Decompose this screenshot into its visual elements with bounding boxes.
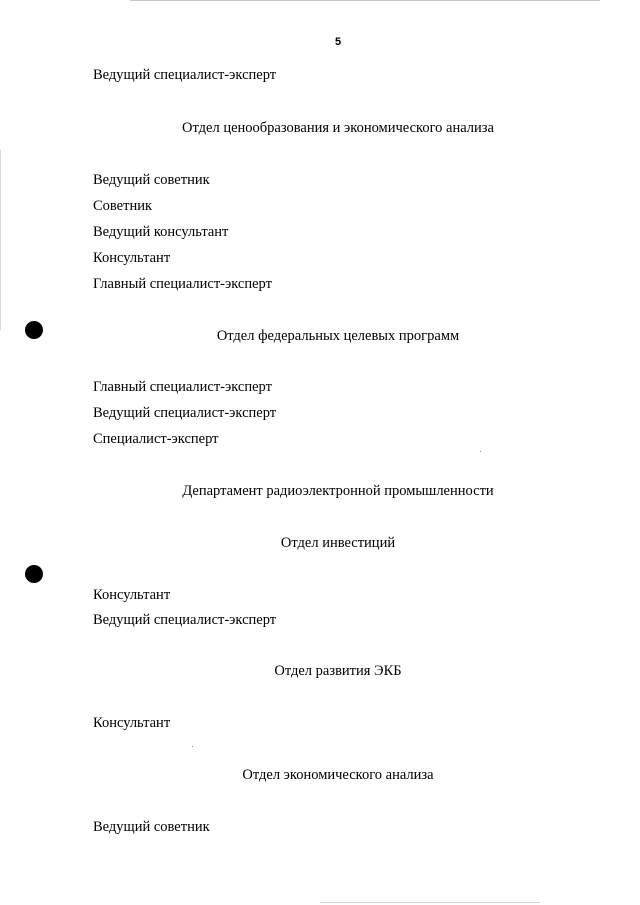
department-heading: Отдел ценообразования и экономического анализа [182,120,494,136]
position-title: Ведущий советник [93,819,210,835]
department-heading: Отдел инвестиций [280,535,396,551]
position-title: Главный специалист-эксперт [93,276,272,292]
scan-speck [192,746,193,747]
position-title: Ведущий специалист-эксперт [93,612,277,628]
scan-edge-bottom [320,902,540,903]
position-title: Консультант [93,587,171,603]
department-heading: Отдел федеральных целевых программ [216,328,460,344]
scan-edge-top [130,0,600,1]
position-title: Главный специалист-эксперт [93,379,272,395]
position-title: Специалист-эксперт [93,431,219,447]
department-heading: Отдел развития ЭКБ [274,663,402,679]
position-title: Ведущий консультант [93,224,229,240]
punch-hole-bottom [25,565,43,583]
scan-speck [480,451,481,452]
position-title: Консультант [93,250,171,266]
position-title: Ведущий специалист-эксперт [93,67,277,83]
department-heading: Департамент радиоэлектронной промышленности [182,483,494,499]
position-title: Советник [93,198,153,214]
page-number: 5 [334,36,342,48]
department-heading: Отдел экономического анализа [242,767,434,783]
scan-edge-left [0,150,1,330]
position-title: Ведущий специалист-эксперт [93,405,277,421]
position-title: Консультант [93,715,171,731]
position-title: Ведущий советник [93,172,210,188]
